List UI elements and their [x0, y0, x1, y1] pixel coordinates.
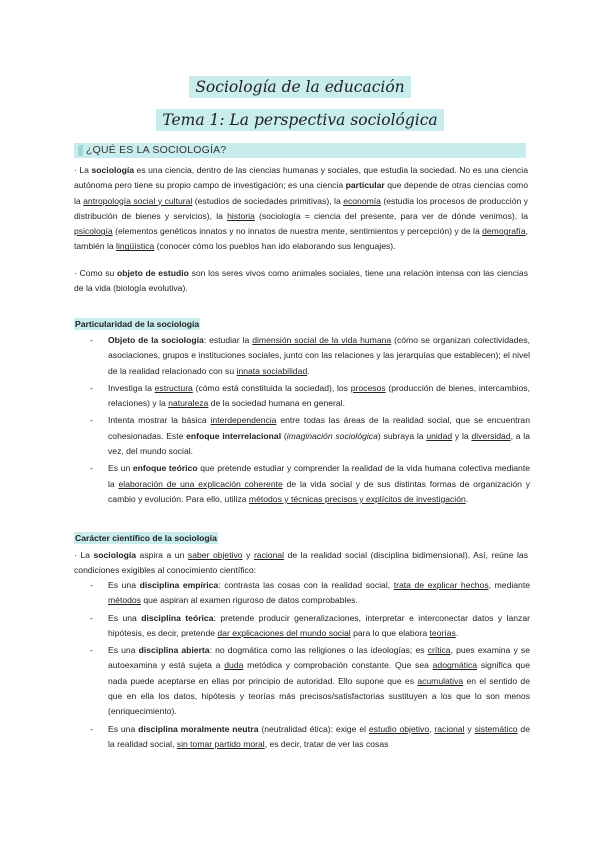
underlined-term: saber objetivo	[187, 550, 243, 560]
underlined-term: trata de explicar hechos	[393, 580, 489, 590]
underlined-term: unidad	[426, 430, 453, 441]
document-title: Sociología de la educación	[189, 76, 410, 98]
underlined-term: diversidad	[471, 430, 511, 441]
bold-term: particular	[345, 180, 385, 191]
underlined-term: estructura	[154, 382, 193, 393]
intro-paragraph-1: · La sociología es una ciencia, dentro de las ciencias humanas y sociales, que estudia la sociedad. No es una ciencia autónoma pero tiene su propio campo de investigación; es una ciencia particular que depende de otras ciencias como la antropología social y cultural (estudios de sociedades primitivas), la economía (estudia los procesos de producción y distribución de bienes y servicios), la historia (sociología = ciencia del presente, para ver de dónde venimos), la psicología (elementos genéticos innatos y no innatos de nuestra mente, sentimientos y percepción) y de la demografía, también la lingüística (conocer cómo los pueblos han ido elaborando sus lenguajes).	[74, 165, 529, 252]
list-item: - Es una disciplina moralmente neutra (neutralidad ética): exige el estudio objetivo, racional y sistemático de la realidad social, sin tomar partido moral, es decir, tratar de ver las cosas	[90, 723, 530, 749]
underlined-term: innata sociabilidad	[236, 365, 308, 376]
list-marker: -	[90, 335, 93, 345]
list-item: - Objeto de la sociología: estudiar la dimensión social de la vida humana (cómo se organizan colectividades, asociaciones, grupos e instituciones sociales, junto con las relaciones y las jerarquías que establecen); el nivel de la realidad relacionado con su innata sociabilidad.	[90, 335, 531, 376]
underlined-term: acumulativa	[417, 675, 464, 686]
bold-term: disciplina abierta	[138, 645, 210, 656]
italic-term: imaginación sociológica	[286, 430, 378, 441]
list-marker: -	[90, 382, 93, 393]
underlined-term: dimensión social de la vida humana	[252, 335, 392, 345]
section-header-bar	[74, 143, 526, 158]
list-marker: -	[90, 463, 93, 474]
underlined-term: teorías	[429, 627, 456, 638]
underlined-term: duda	[224, 660, 244, 671]
bold-term: disciplina teórica	[141, 612, 214, 623]
underlined-term: métodos	[108, 595, 141, 606]
section-marker-icon	[78, 145, 83, 156]
underlined-term: historia	[227, 210, 255, 221]
list-item: - Investiga la estructura (cómo está constituida la sociedad), los procesos (producción de bienes, intercambios, relaciones) y la naturaleza de la sociedad humana en general.	[90, 382, 530, 409]
underlined-term: adogmática	[432, 660, 478, 671]
bold-term: Objeto de la sociología	[108, 335, 204, 345]
intro-paragraph-2: · Como su objeto de estudio son los seres vivos como animales sociales, tiene una relación intensa con las ciencias de la vida (biología evolutiva).	[74, 268, 529, 294]
underlined-term: interdependencia	[210, 415, 277, 426]
underlined-term: demografía	[482, 226, 526, 237]
bold-term: sociología	[91, 165, 134, 175]
document-title-wrap	[0, 76, 600, 98]
underlined-term: racional	[253, 550, 285, 560]
underlined-term: elaboración de una explicación coherente	[118, 478, 283, 489]
bold-term: sociología	[93, 550, 136, 560]
list-marker: -	[90, 645, 93, 656]
heading-caracter: Carácter científico de la sociología	[75, 533, 217, 543]
underlined-term: racional	[434, 723, 465, 734]
list-item: - Es un enfoque teórico que pretende estudiar y comprender la realidad de la vida humana colectiva mediante la elaboración de una explicación coherente de la vida social y de sus distintas formas de organización y cambio y evolución. Para ello, utiliza métodos y técnicas precisos y explícitos de investigación.	[90, 463, 530, 504]
caracter-list	[74, 578, 530, 754]
bold-term: enfoque interrelacional	[186, 430, 282, 441]
bold-term: disciplina moralmente neutra	[138, 723, 259, 734]
underlined-term: métodos y técnicas precisos y explícitos de investigación	[248, 493, 466, 504]
bold-term: objeto de estudio	[117, 268, 189, 278]
bold-term: enfoque teórico	[132, 463, 198, 474]
underlined-term: sistemático	[474, 723, 518, 734]
document-subtitle-wrap	[0, 109, 600, 131]
underlined-term: psicología	[74, 226, 113, 237]
underlined-term: antropología social y cultural	[83, 195, 193, 206]
list-item: - Es una disciplina teórica: pretende producir generalizaciones, interpretar e interconectar datos y lanzar hipótesis, es decir, pretende dar explicaciones del mundo social para lo que elabora teorías.	[90, 612, 530, 638]
underlined-term: naturaleza	[168, 398, 209, 409]
list-item: - Intenta mostrar la básica interdependencia entre todas las áreas de la realidad social, que se encuentran cohesionadas. Este enfoque interrelacional (imaginación sociológica) subraya la unidad y la diversidad, a la vez, del mundo social.	[90, 415, 530, 457]
particularidad-list	[74, 333, 530, 509]
underlined-term: economía	[343, 195, 381, 206]
list-marker: -	[90, 612, 93, 623]
underlined-term: dar explicaciones del mundo social	[217, 627, 351, 638]
underlined-term: lingüística	[116, 241, 155, 252]
section-title: ¿QUÉ ES LA SOCIOLOGÍA?	[86, 144, 227, 156]
document-subtitle: Tema 1: La perspectiva sociológica	[156, 109, 443, 131]
caracter-intro-paragraph: · La sociología aspira a un saber objetivo y racional de la realidad social (disciplina bidimensional). Así, reúne las condiciones exigibles al conocimiento científico:	[74, 550, 528, 576]
underlined-term: sin tomar partido moral	[176, 738, 265, 749]
underlined-term: estudio objetivo	[368, 723, 430, 734]
list-marker: -	[90, 723, 93, 734]
heading-particularidad: Particularidad de la sociología	[75, 319, 200, 329]
underlined-term: crítica	[427, 645, 451, 656]
bold-term: disciplina empírica	[139, 580, 219, 590]
list-marker: -	[90, 580, 93, 590]
list-item: - Es una disciplina abierta: no dogmática como las religiones o las ideologías; es crítica, pues examina y se autoexamina y está sujeta a duda metódica y comprobación constante. Que sea adogmática significa que nada puede aceptarse en ellas por principio de autoridad. Ello supone que es acumulativa en el sentido de que en ella los datos, hipótesis y teorías más precisos/satisfactorias sustituyen a los que lo son menos (enriquecimiento).	[90, 645, 530, 717]
underlined-term: procesos	[350, 382, 386, 393]
list-marker: -	[90, 415, 93, 426]
list-item: - Es una disciplina empírica: contrasta las cosas con la realidad social, trata de explicar hechos, mediante métodos que aspiran al examen riguroso de datos comprobables.	[90, 580, 530, 606]
